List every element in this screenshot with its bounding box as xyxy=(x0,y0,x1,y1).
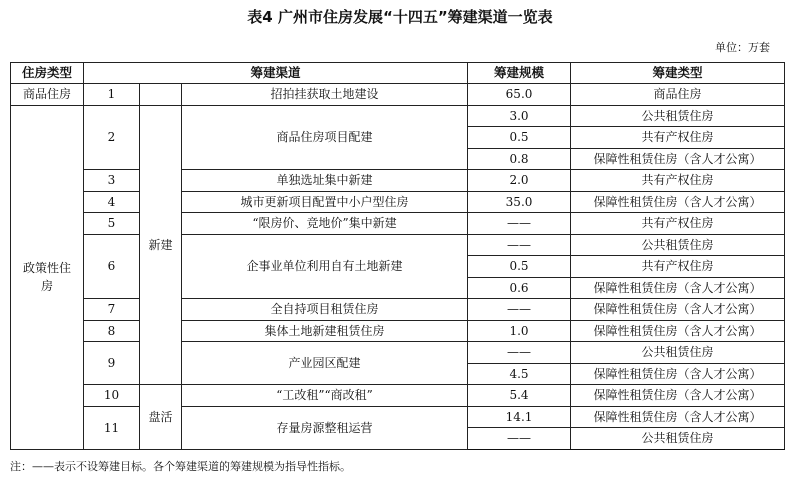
table-row xyxy=(11,170,785,192)
channel-name-cell: 招拍挂获取土地建设 xyxy=(182,84,468,106)
channel-no-cell: 7 xyxy=(84,299,140,321)
channel-name-cell: 产业园区配建 xyxy=(182,342,468,385)
table-row xyxy=(11,213,785,235)
channel-group-cell: 新建 xyxy=(140,105,182,385)
scale-cell: —— xyxy=(468,234,571,256)
build-type-cell: 商品住房 xyxy=(571,84,785,106)
channel-no-cell: 2 xyxy=(84,105,140,170)
channel-group-cell: 盘活 xyxy=(140,385,182,450)
channel-group-cell xyxy=(140,84,182,106)
build-type-cell: 保障性租赁住房（含人才公寓） xyxy=(571,406,785,428)
channel-no-cell: 8 xyxy=(84,320,140,342)
scale-cell: 35.0 xyxy=(468,191,571,213)
scale-cell: 0.6 xyxy=(468,277,571,299)
build-type-cell: 公共租赁住房 xyxy=(571,342,785,364)
table-row xyxy=(11,234,785,256)
channel-no-cell: 1 xyxy=(84,84,140,106)
scale-cell: —— xyxy=(468,213,571,235)
channel-no-cell: 4 xyxy=(84,191,140,213)
build-type-cell: 公共租赁住房 xyxy=(571,428,785,450)
channel-name-cell: 城市更新项目配置中小户型住房 xyxy=(182,191,468,213)
table-title: 表4 广州市住房发展“十四五”筹建渠道一览表 xyxy=(247,8,553,26)
unit-label: 单位：万套 xyxy=(715,41,770,54)
scale-cell: 14.1 xyxy=(468,406,571,428)
housing-type-cell: 政策性住房 xyxy=(11,105,84,449)
housing-type-cell: 商品住房 xyxy=(11,84,84,106)
channel-name-cell: 商品住房项目配建 xyxy=(182,105,468,170)
table-row xyxy=(11,105,785,127)
channel-no-cell: 9 xyxy=(84,342,140,385)
table-row xyxy=(11,406,785,428)
build-type-cell: 共有产权住房 xyxy=(571,256,785,278)
build-type-cell: 保障性租赁住房（含人才公寓） xyxy=(571,299,785,321)
table-row xyxy=(11,320,785,342)
scale-cell: 3.0 xyxy=(468,105,571,127)
scale-cell: 5.4 xyxy=(468,385,571,407)
channel-name-cell: “限房价、竞地价”集中新建 xyxy=(182,213,468,235)
table-row xyxy=(11,299,785,321)
housing-channel-table xyxy=(10,62,785,450)
channel-no-cell: 6 xyxy=(84,234,140,299)
scale-cell: 2.0 xyxy=(468,170,571,192)
scale-cell: 65.0 xyxy=(468,84,571,106)
channel-name-cell: 单独选址集中新建 xyxy=(182,170,468,192)
scale-cell: 0.5 xyxy=(468,127,571,149)
build-type-cell: 保障性租赁住房（含人才公寓） xyxy=(571,385,785,407)
build-type-cell: 保障性租赁住房（含人才公寓） xyxy=(571,320,785,342)
header-channel: 筹建渠道 xyxy=(84,63,468,84)
build-type-cell: 保障性租赁住房（含人才公寓） xyxy=(571,363,785,385)
header-housing-type: 住房类型 xyxy=(11,63,84,84)
table-row xyxy=(11,84,785,106)
table-row xyxy=(11,385,785,407)
scale-cell: 0.5 xyxy=(468,256,571,278)
build-type-cell: 共有产权住房 xyxy=(571,213,785,235)
channel-name-cell: 存量房源整租运营 xyxy=(182,406,468,449)
channel-no-cell: 3 xyxy=(84,170,140,192)
header-build-type: 筹建类型 xyxy=(571,63,785,84)
scale-cell: —— xyxy=(468,342,571,364)
channel-no-cell: 5 xyxy=(84,213,140,235)
scale-cell: —— xyxy=(468,299,571,321)
channel-name-cell: “工改租”“商改租” xyxy=(182,385,468,407)
table-row xyxy=(11,342,785,364)
table-note: 注：——表示不设筹建目标。各个筹建渠道的筹建规模为指导性指标。 xyxy=(10,460,351,473)
channel-no-cell: 11 xyxy=(84,406,140,449)
build-type-cell: 共有产权住房 xyxy=(571,127,785,149)
build-type-cell: 保障性租赁住房（含人才公寓） xyxy=(571,277,785,299)
channel-name-cell: 全自持项目租赁住房 xyxy=(182,299,468,321)
build-type-cell: 共有产权住房 xyxy=(571,170,785,192)
channel-no-cell: 10 xyxy=(84,385,140,407)
scale-cell: —— xyxy=(468,428,571,450)
channel-name-cell: 集体土地新建租赁住房 xyxy=(182,320,468,342)
build-type-cell: 公共租赁住房 xyxy=(571,105,785,127)
build-type-cell: 公共租赁住房 xyxy=(571,234,785,256)
channel-name-cell: 企事业单位利用自有土地新建 xyxy=(182,234,468,299)
table-header-row xyxy=(11,63,785,84)
scale-cell: 0.8 xyxy=(468,148,571,170)
header-scale: 筹建规模 xyxy=(468,63,571,84)
build-type-cell: 保障性租赁住房（含人才公寓） xyxy=(571,191,785,213)
scale-cell: 1.0 xyxy=(468,320,571,342)
build-type-cell: 保障性租赁住房（含人才公寓） xyxy=(571,148,785,170)
table-row xyxy=(11,191,785,213)
scale-cell: 4.5 xyxy=(468,363,571,385)
